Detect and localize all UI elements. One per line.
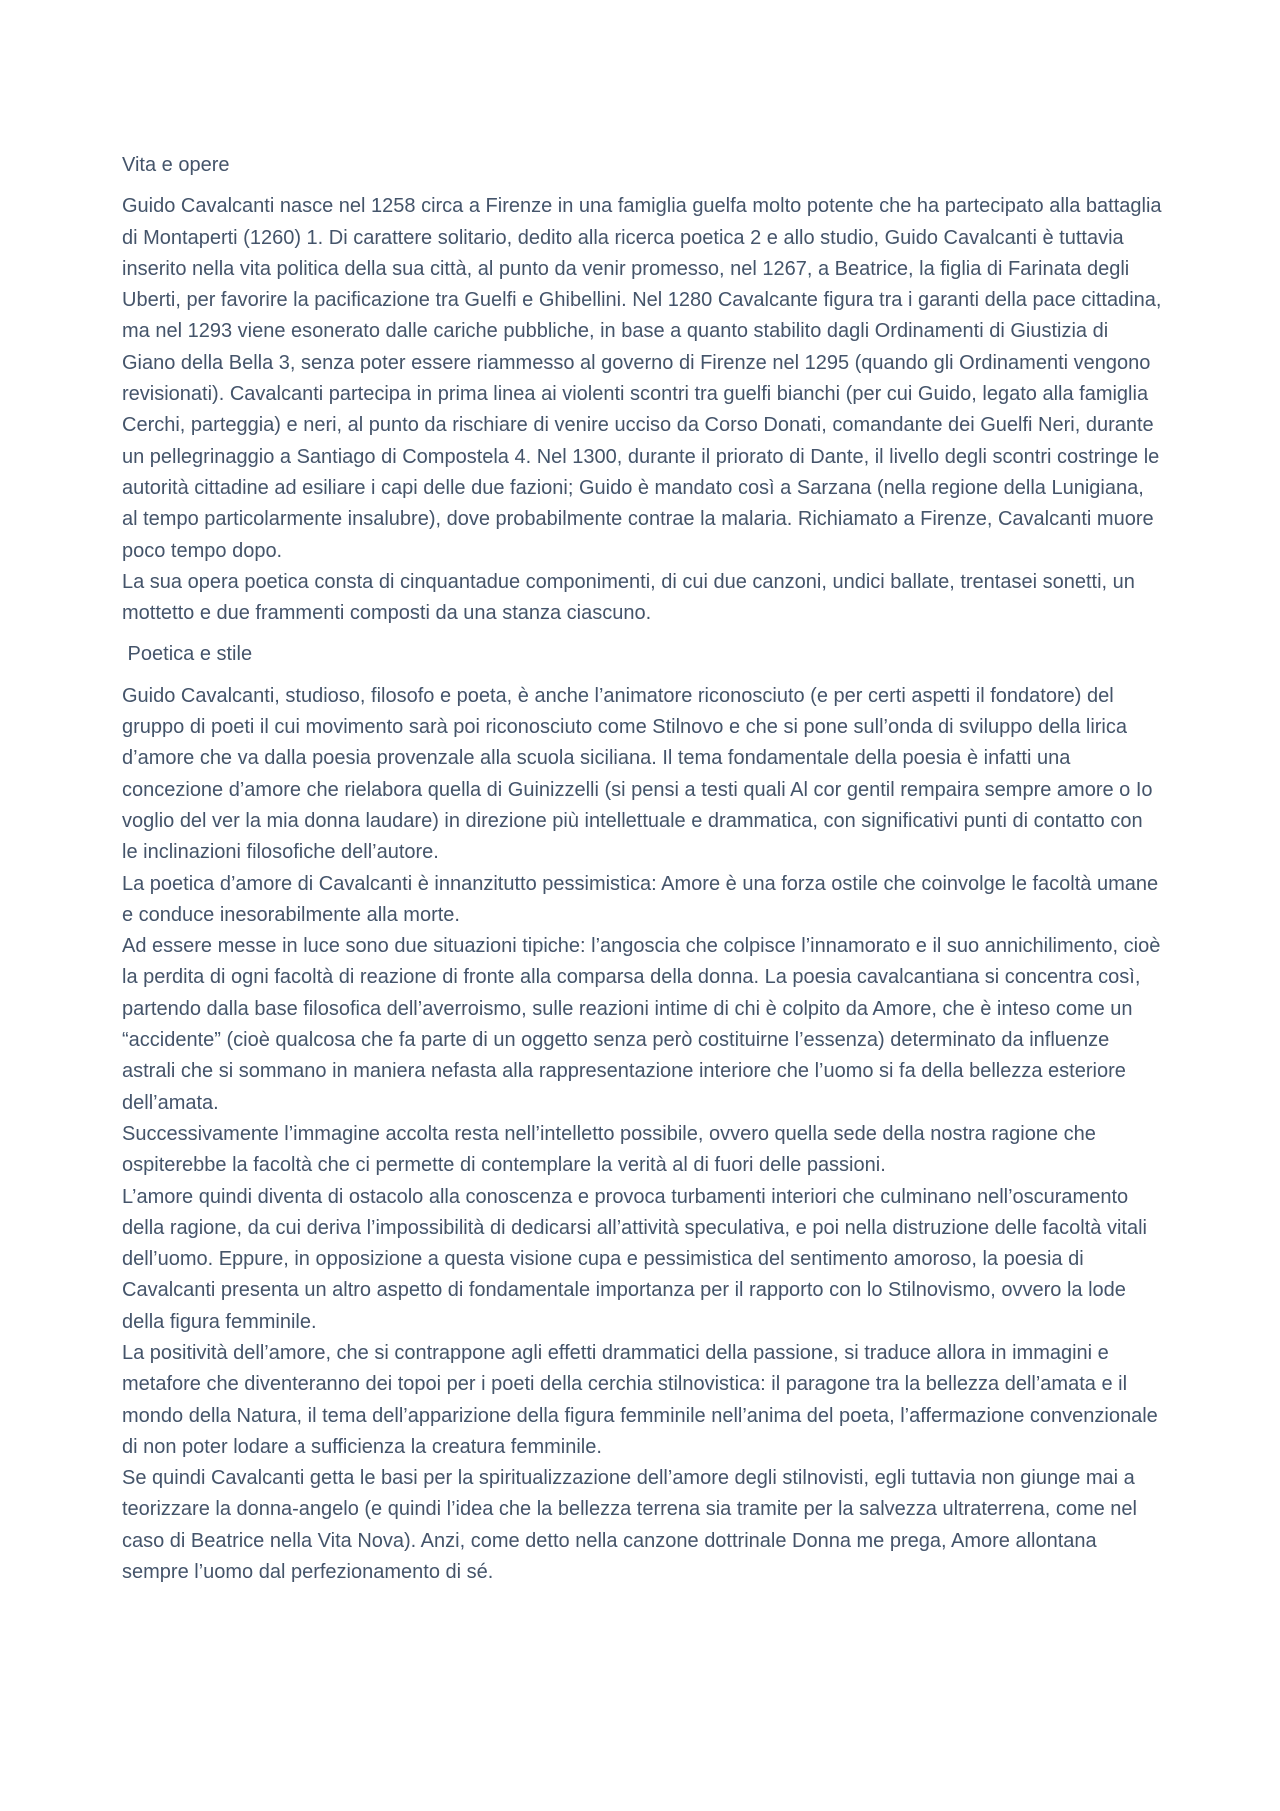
section-heading-poetica-e-stile: Poetica e stile (122, 643, 253, 666)
section-heading-vita-e-opere: Vita e opere (122, 154, 230, 176)
document-page (122, 150, 1162, 1598)
section-paragraph-vita-e-opere: Guido Cavalcanti nasce nel 1258 circa a Firenze in una famiglia guelfa molto potente che ha partecipato alla battaglia di Montaperti (1260) 1. Di carattere solitario, dedito alla ricerca poetica 2 e allo studio, Guido Cavalcanti è tuttavia inserito nella vita politica della sua città, al punto da venir promesso, nel 1267, a Beatrice, la figlia di Farinata degli Uberti, per favorire la pacificazione tra Guelfi e Ghibellini. Nel 1280 Cavalcante figura tra i garanti della pace cittadina, ma nel 1293 viene esonerato dalle cariche pubbliche, in base a quanto stabilito dagli Ordinamenti di Giustizia di Giano della Bella 3, senza poter essere riammesso al governo di Firenze nel 1295 (quando gli Ordinamenti vengono revisionati). Cavalcanti partecipa in prima linea ai violenti scontri tra guelfi bianchi (per cui Guido, legato alla famiglia Cerchi, parteggia) e neri, al punto da rischiare di venire ucciso da Corso Donati, comandante dei Guelfi Neri, durante un pellegrinaggio a Santiago di Compostela 4. Nel 1300, durante il priorato di Dante, il livello degli scontri costringe le autorità cittadine ad esiliare i capi delle due fazioni; Guido è mandato così a Sarzana (nella regione della Lunigiana, al tempo particolarmente insalubre), dove probabilmente contrae la malaria. Richiamato a Firenze, Cavalcanti muore poco tempo dopo. La sua opera poetica consta di cinquantadue componimenti, di cui due canzoni, undici ballate, trentasei sonetti, un mottetto e due frammenti composti da una stanza ciascuno. (122, 195, 1162, 625)
section-paragraph-poetica-e-stile: Guido Cavalcanti, studioso, filosofo e poeta, è anche l’animatore riconosciuto (e per certi aspetti il fondatore) del gruppo di poeti il cui movimento sarà poi riconosciuto come Stilnovo e che si pone sull’onda di sviluppo della lirica d’amore che va dalla poesia provenzale alla scuola siciliana. Il tema fondamentale della poesia è infatti una concezione d’amore che rielabora quella di Guinizzelli (si pensi a testi quali Al cor gentil rempaira sempre amore o Io voglio del ver la mia donna laudare) in direzione più intellettuale e drammatica, con significativi punti di contatto con le inclinazioni filosofiche dell’autore. La poetica d’amore di Cavalcanti è innanzitutto pessimistica: Amore è una forza ostile che coinvolge le facoltà umane e conduce inesorabilmente alla morte. Ad essere messe in luce sono due situazioni tipiche: l’angoscia che colpisce l’innamorato e il suo annichilimento, cioè la perdita di ogni facoltà di reazione di fronte alla comparsa della donna. La poesia cavalcantiana si concentra così, partendo dalla base filosofica dell’averroismo, sulle reazioni intime di chi è colpito da Amore, che è inteso come un “accidente” (cioè qualcosa che fa parte di un oggetto senza però costituirne l’essenza) determinato da influenze astrali che si sommano in maniera nefasta alla rappresentazione interiore che l’uomo si fa della bellezza esteriore dell’amata. Successivamente l’immagine accolta resta nell’intelletto possibile, ovvero quella sede della nostra ragione che ospiterebbe la facoltà che ci permette di contemplare la verità al di fuori delle passioni. L’amore quindi diventa di ostacolo alla conoscenza e provoca turbamenti interiori che culminano nell’oscuramento della ragione, da cui deriva l’impossibilità di dedicarsi all’attività speculativa, e poi nella distruzione delle facoltà vitali dell’uomo. Eppure, in opposizione a questa visione cupa e pessimistica del sentimento amoroso, la poesia di Cavalcanti presenta un altro aspetto di fondamentale importanza per il rapporto con lo Stilnovismo, ovvero la lode della figura femminile. La positività dell’amore, che si contrappone agli effetti drammatici della passione, si traduce allora in immagini e metafore che diventeranno dei topoi per i poeti della cerchia stilnovistica: il paragone tra la bellezza dell’amata e il mondo della Natura, il tema dell’apparizione della figura femminile nell’anima del poeta, l’affermazione convenzionale di non poter lodare a sufficienza la creatura femminile. Se quindi Cavalcanti getta le basi per la spiritualizzazione dell’amore degli stilnovisti, egli tuttavia non giunge mai a teorizzare la donna-angelo (e quindi l’idea che la bellezza terrena sia tramite per la salvezza ultraterrena, come nel caso di Beatrice nella Vita Nova). Anzi, come detto nella canzone dottrinale Donna me prega, Amore allontana sempre l’uomo dal perfezionamento di sé. (122, 684, 1161, 1584)
